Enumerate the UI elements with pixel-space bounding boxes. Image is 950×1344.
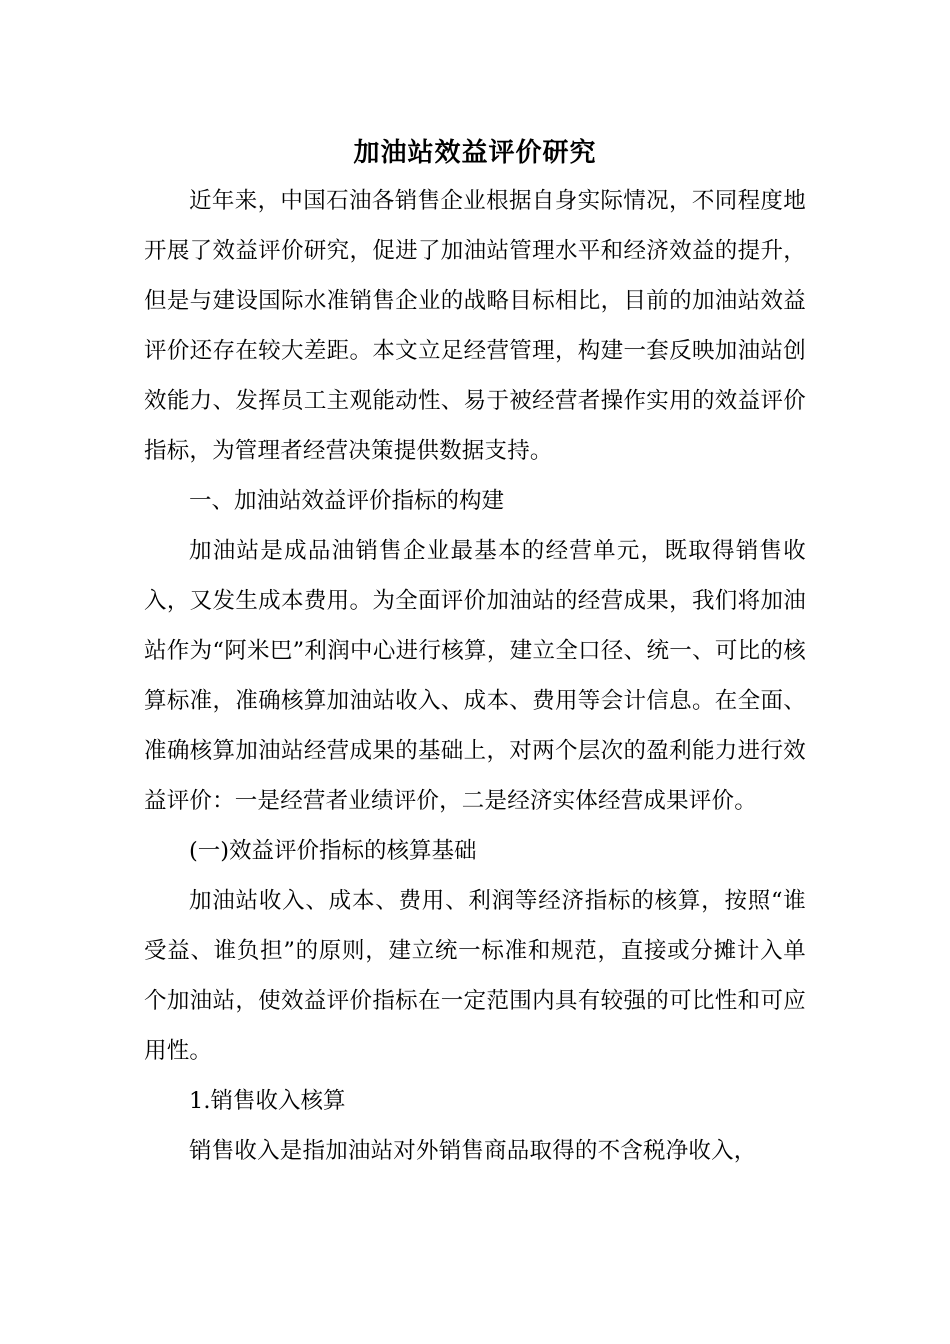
subsection-heading-1: (一)效益评价指标的核算基础 [189, 838, 477, 864]
paragraph-subsection-1: 加油站收入、成本、费用、利润等经济指标的核算，按照“谁受益、谁负担”的原则，建立统一标准和规范，直接或分摊计入单个加油站，使效益评价指标在一定范围内具有较强的可比性和可应用性。 [144, 888, 806, 1064]
paragraph-intro: 近年来，中国石油各销售企业根据自身实际情况，不同程度地开展了效益评价研究，促进了加油站管理水平和经济效益的提升，但是与建设国际水准销售企业的战略目标相比，目前的加油站效益评价还存在较大差距。本文立足经营管理，构建一套反映加油站创效能力、发挥员工主观能动性、易于被经营者操作实用的效益评价指标，为管理者经营决策提供数据支持。 [144, 188, 806, 464]
item-heading-1: 1.销售收入核算 [189, 1088, 346, 1114]
paragraph-section-1: 加油站是成品油销售企业最基本的经营单元，既取得销售收入，又发生成本费用。为全面评价加油站的经营成果，我们将加油站作为“阿米巴”利润中心进行核算，建立全口径、统一、可比的核算标准，准确核算加油站收入、成本、费用等会计信息。在全面、准确核算加油站经营成果的基础上，对两个层次的盈利能力进行效益评价：一是经营者业绩评价，二是经济实体经营成果评价。 [144, 538, 806, 814]
document-page [144, 128, 806, 1176]
section-heading-1: 一、加油站效益评价指标的构建 [189, 488, 505, 514]
document-title: 加油站效益评价研究 [353, 138, 597, 168]
paragraph-item-1: 销售收入是指加油站对外销售商品取得的不含税净收入， [189, 1138, 757, 1164]
